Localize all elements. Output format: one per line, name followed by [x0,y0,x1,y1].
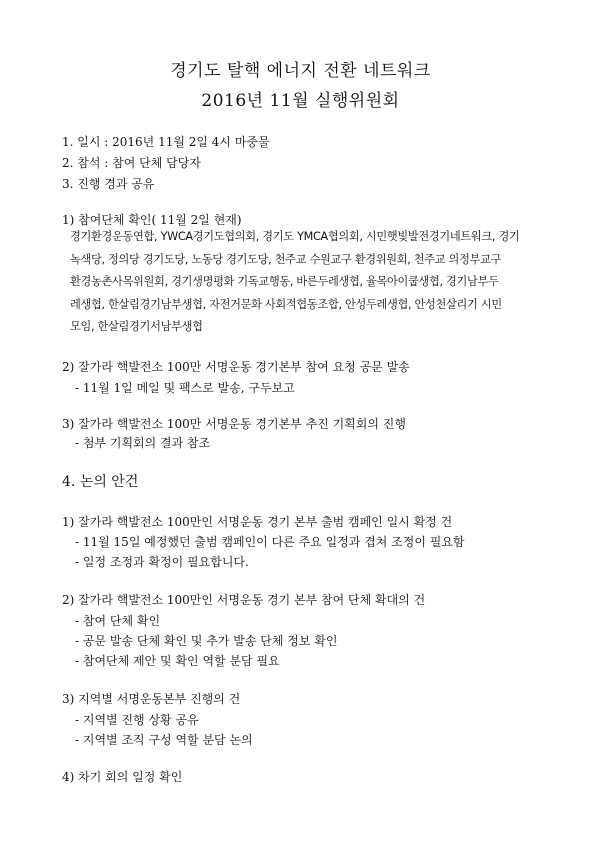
org-line: 녹색당, 정의당 경기도당, 노동당 경기도당, 천주교 수원교구 환경위원회, 천주교 의정부교구 [70,252,502,266]
agenda3-item: - 지역별 조직 구성 역할 분담 논의 [75,733,253,747]
agenda2-heading: 2) 잘가라 핵발전소 100만인 서명운동 경기 본부 참여 단체 확대의 건 [62,593,426,607]
section3-item: - 첨부 기획회의 결과 참조 [75,436,211,450]
agenda-heading: 4. 논의 안건 [62,474,139,490]
agenda4-heading: 4) 차기 회의 일정 확인 [62,770,183,784]
info-attendees: 2. 참석 : 참여 단체 담당자 [62,156,201,170]
org-line: 레생협, 한살림경기남부생협, 자전거문화 사회적협동조합, 안성두레생협, 안성천살리기 시민 [70,297,502,311]
agenda3-item: - 지역별 진행 상황 공유 [75,713,199,727]
document-subtitle: 2016년 11월 실행위원회 [201,91,400,111]
org-line: 모임, 한살림경기서남부생협 [70,320,203,333]
agenda1-item: - 일정 조정과 확정이 필요합니다. [75,555,249,569]
section2-item: - 11월 1일 메일 및 팩스로 발송, 구두보고 [75,381,295,395]
section3-heading: 3) 잘가라 핵발전소 100만 서명운동 경기본부 추진 기획회의 진행 [62,417,406,431]
agenda2-item: - 참여단체 제안 및 확인 역할 분담 필요 [75,654,280,668]
agenda1-item: - 11월 15일 예정했던 출범 캠페인이 다른 주요 일정과 겹쳐 조정이 필요함 [75,535,465,549]
section2-heading: 2) 잘가라 핵발전소 100만 서명운동 경기본부 참여 요청 공문 발송 [62,360,410,374]
agenda2-item: - 공문 발송 단체 확인 및 추가 발송 단체 정보 확인 [75,634,338,648]
agenda1-heading: 1) 잘가라 핵발전소 100만인 서명운동 경기 본부 출범 캠페인 일시 확정 건 [62,515,453,529]
info-datetime: 1. 일시 : 2016년 11월 2일 4시 마중물 [62,135,270,149]
document-title: 경기도 탈핵 에너지 전환 네트워크 [170,61,431,81]
org-line: 경기환경운동연합, YWCA경기도협의회, 경기도 YMCA협의회, 시민햇빛발전경기네트워크, 경기 [70,230,520,243]
agenda2-item: - 참여 단체 확인 [75,614,161,628]
info-progress: 3. 진행 경과 공유 [62,177,155,191]
section1-heading: 1) 참여단체 확인( 11월 2일 현재) [62,213,242,227]
agenda3-heading: 3) 지역별 서명운동본부 진행의 건 [62,692,241,706]
participating-orgs [70,226,550,339]
org-line: 환경농촌사목위원회, 경기생명평화 기독교행동, 바른두레생협, 율목아이쿱생협, 경기남부두 [70,275,499,288]
